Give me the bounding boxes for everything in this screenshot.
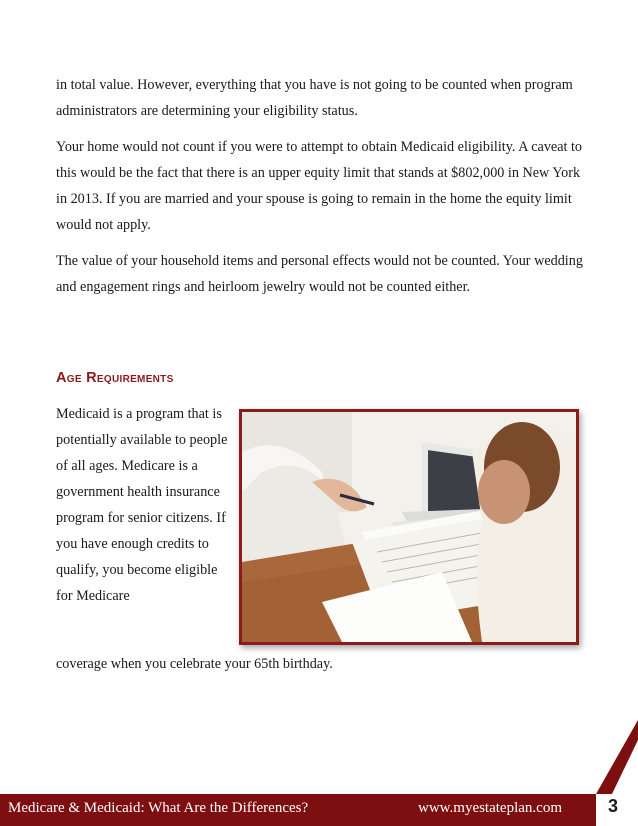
paragraph-household-items: The value of your household items and personal effects would not be counted. Your wedding and engagement rings and heirloom jewelry would not be counted either. [56, 253, 583, 295]
footer-title: Medicare & Medicaid: What Are the Differences? [8, 800, 309, 816]
footer-website-link[interactable]: www.myestateplan.com [418, 800, 562, 816]
paragraph-home-exemption: Your home would not count if you were to attempt to obtain Medicaid eligibility. A caveat to this would be the fact that there is an upper equity limit that stands at $802,000 in New York in 2013. If you are married and your spouse is going to remain in the home the equity limit would not apply. [56, 139, 583, 233]
paragraph-age-requirements: Medicaid is a program that is potentially available to people of all ages. Medicare is a government health insurance program for senior citizens. If you have enough credits to qualify, you become eligible for Medicare [56, 406, 228, 604]
paragraph-age-requirements-continued: coverage when you celebrate your 65th birthday. [56, 656, 333, 672]
paragraph-total-value: in total value. However, everything that you have is not going to be counted when program administrators are determining your eligibility status. [56, 77, 573, 119]
page-number: 3 [608, 796, 619, 816]
photo-illustration [242, 412, 576, 642]
office-meeting-photo [239, 409, 579, 645]
section-heading: Age Requirements [56, 370, 174, 386]
